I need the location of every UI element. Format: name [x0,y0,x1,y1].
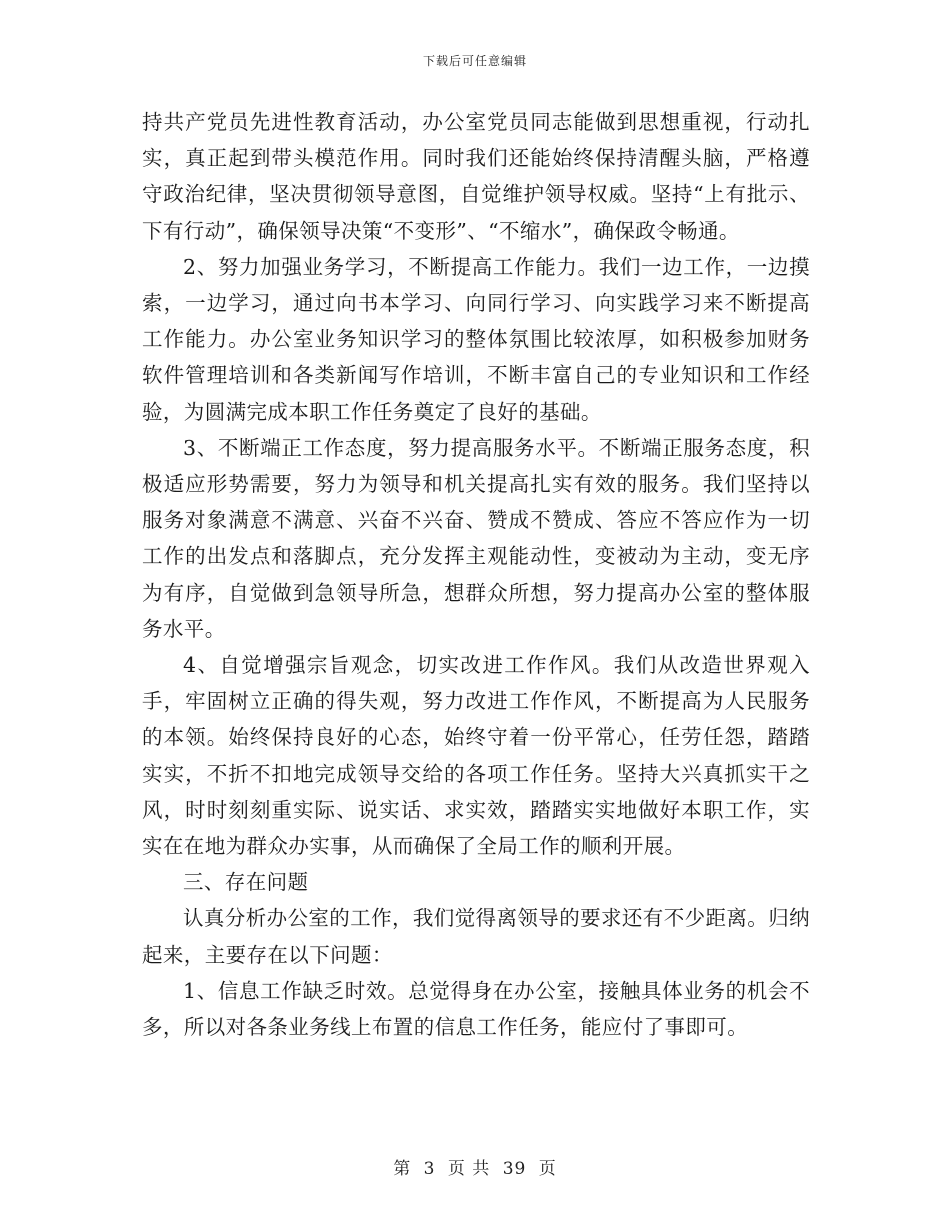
current-page-number: 3 [423,1159,436,1179]
section-heading: 三、存在问题 [183,870,309,895]
total-page-count: 39 [502,1159,527,1179]
footer-suffix: 页 [538,1159,557,1179]
footer-middle: 页 共 [447,1159,491,1179]
document-body [142,104,810,1045]
page-footer [0,1154,950,1179]
paragraph: 1、信息工作缺乏时效。总觉得身在办公室，接触具体业务的机会不多，所以对各条业务线上布置的信息工作任务，能应付了事即可。 [142,978,810,1040]
paragraph: 认真分析办公室的工作，我们觉得离领导的要求还有不少距离。归纳起来，主要存在以下问题： [142,906,810,967]
page-header: 下载后可任意编辑 [422,54,527,68]
paragraph: 3、不断端正工作态度，努力提高服务水平。不断端正服务态度，积极适应形势需要，努力为领导和机关提高扎实有效的服务。我们坚持以服务对象满意不满意、兴奋不兴奋、赞成不赞成、答应不答应作为一切工作的出发点和落脚点，充分发挥主观能动性，变被动为主动，变无序为有序，自觉做到急领导所急，想群众所想，努力提高办公室的整体服务水平。 [142,435,810,641]
paragraph: 2、努力加强业务学习，不断提高工作能力。我们一边工作，一边摸索，一边学习，通过向书本学习、向同行学习、向实践学习来不断提高工作能力。办公室业务知识学习的整体氛围比较浓厚，如积极参加财务软件管理培训和各类新闻写作培训，不断丰富自己的专业知识和工作经验，为圆满完成本职工作任务奠定了良好的基础。 [142,254,810,424]
paragraph: 4、自觉增强宗旨观念，切实改进工作作风。我们从改造世界观入手，牢固树立正确的得失观，努力改进工作作风，不断提高为人民服务的本领。始终保持良好的心态，始终守着一份平常心，任劳任怨，踏踏实实，不折不扣地完成领导交给的各项工作任务。坚持大兴真抓实干之风，时时刻刻重实际、说实话、求实效，踏踏实实地做好本职工作，实实在在地为群众办实事，从而确保了全局工作的顺利开展。 [142,653,810,859]
paragraph: 持共产党员先进性教育活动，办公室党员同志能做到思想重视，行动扎实，真正起到带头模范作用。同时我们还能始终保持清醒头脑，严格遵守政治纪律，坚决贯彻领导意图，自觉维护领导权威。坚持“上有批示、下有行动”，确保领导决策“不变形”、“不缩水”，确保政令畅通。 [142,110,810,243]
footer-prefix: 第 [393,1159,412,1179]
